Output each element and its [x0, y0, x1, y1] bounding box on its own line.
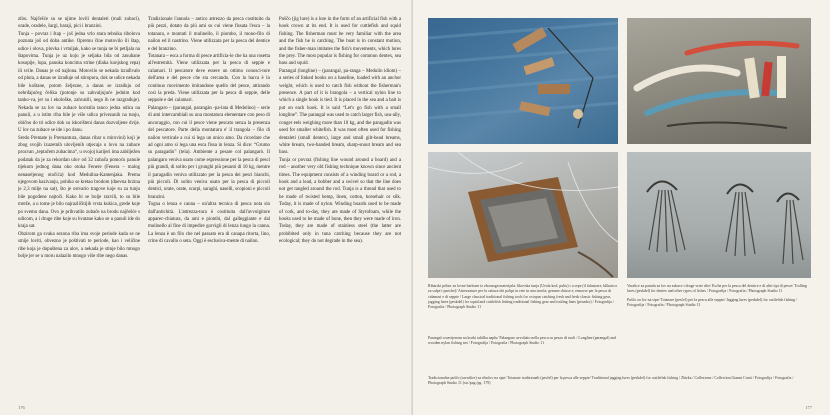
paragraph: Puščo (jig lure) is a lure in the form of an artificial fish with a hook crown at its end. It is used for cuttlefish and squid fishing. The fisherman must be very familiar with the area and the fish he is catching. The boat is in constant motion, and the fisher-man imitates the fish's movements, which lures the prey. The most popular is fishing for common dentex, sea bass and squid. [279, 17, 401, 67]
page-number-left: 176 [18, 405, 25, 410]
text-column-italian [148, 16, 270, 398]
page-number-right: 177 [805, 405, 812, 410]
paragraph: Tunja or povraz (fishing line wound around a board) and a rod – another very old fishing technique known since ancient times. The equipment consists of a winding board or a rod, a hook and a lead, a bobber and a swivel so that the line does not get tangled around the rod. Tunja is a thread that used to be made of twisted hemp, linen, cotton, horsehair or silk. Today, it is made of nylon. Winding boards used to be made of cork, and to-day, they are made of Styrofoam, while the hooks used to be made of bone, then they were made of iron. Today, they are made of stainless steel (the latter are prohibited only in tuna catching because they are not ecological; they do not degrade in the sea). [279, 157, 401, 245]
caption-text: Parangal u navijenom na kozki tabilka naplu/ Palangaro avvoltato nella pesca su pezzo di ruoli / Longline (parangal) and wooden nylon fishing net / Fotografija / Fotografia / Photograph Studio 11 [428, 336, 616, 346]
photo-longline-tray [428, 152, 618, 278]
photo-longline-tray-graphic [428, 152, 618, 278]
paragraph: Tradizionale l'annola – antico attrezzo da pesca costituito da più pezzi, dotato da più ami su cui viene fissata l'esca – la totanara, e montati il mulinello, il piombo, il mono-filo di nailon ed il nastrino. Viene utilizzata per la pesca del dentice e del branzino. [148, 17, 270, 52]
photo-trolling-lures [627, 18, 811, 144]
paragraph: Parangal (longline) – (parangal, pa-ranga – Medulin idiom) – a series of linked hooks on a baseline, loaded with an anchor weight, which is used to catch fish without the fisherman's presence. A part of it is brangola – a vertical nylon line to which a single hook is tied. It is placed in the sea and a bait is put on each hook. It is said “Let's go fish with a small longline”. The parangal was used to catch larger fish, usu-ally, conger eels weighing more than 10 kg, and the paragadin was used for smaller whitefish. It was most often used for fishing dentaleti (small dentex), large and small gilt-head breams, white bream, two-banded bream, sharp-snout bream and sea bass. [279, 68, 401, 156]
paragraph: Totanara – esca a forma di pesce artificia-le che ha una rosetta all'estremità. Viene utilizzata per la pesca di seppie e calamari. Il pescatore deve essere un ottimo conosci-tore dell'area e del pesce che sta cercando. Con la barca è in continuo movimento imitandone quello del pesce, attirando così la preda. Viene utilizzata per la pesca di seppie, delle seppole e dei calamari. [148, 54, 270, 104]
caption-photo-4 [428, 376, 812, 387]
paragraph: Sredo Premate (s Premantura, danas ribar u mirovini) koji je zbog svojih izuzetnih ulovljenih utjecaja u lovu na zubace prozvan „teptačem zubacima“, u svojoj karijeri ima zabilježen podatak da je za rekordan ulov od 32 zubača pomoću panule tijekom jednog dana oko otoka Fenere (Fenera – malog nenaseljenog otočića) kod Medulina-Kamenjaka. Prema njegovom kazivanju, pohiko se kretao brodom (dnevna brzina je 2,3 milje na sat), što je ostvario tragove koje su za tunju bile pogođene najtoči. Kako bi se bolje razvili, to su bile mreže, a u tome je bilo najrazličitijih vrsta kukica, grede koje po svemu dana. Ovo je prihvatilo zubače na brodu najčešće s udicom, a i druge ribe koje su hvatane kako se u panuli ide do kraja sat. [18, 135, 140, 230]
paragraph: Togna o lenza e canna – un'altra tecnica di pesca nota sin dall'antichità. L'attrezza-tura è costituita dall'avvolgitore apparec-chiatura, da ami e piombi, dal galleggiante e dal mulinello al fine di impedire gorvigli di lenza lungo la canna. La lenza è un filo che nel passato era di canapa ritorta, lino, crine di cavallo o seta. Oggi è esclusiva-mente di nailon. [148, 202, 270, 245]
paragraph: Obzirom ga svaka sezona riba ima svoje periode kada se ne smije loviti, obvezno je poštivati te periode, kao i veličine ribe koja je dopuštena za ulov, a nekada je stinje bilo mnogo bolje jer se u moru nalazilo mnogo više ribe nego danas. [18, 231, 140, 259]
caption-text: Tradicionalne puščo (ravnilice) za ribolov na sipe/ Totanare tradizionali (pesčel) per la pesca alle seppie/ Traditional jagging lures (peskdel) for cuttlefish fishing / Zbirka / Collezione / Collection Gianni Conti / Fotografija / Fotografia / Photograph Studio 11 (str./pag./pg. 179) [428, 376, 794, 386]
photo-fishing-boards [428, 18, 618, 144]
photo-jagging-lures-graphic [627, 152, 811, 278]
caption-text: Puščo za lov na sipe/ Totanare (pesčel) per la pesca alle seppie/ Jagging lures (peskdel) for cuttlefish fishing / Fotografija / Fotografia / Photograph Studio 11 [627, 297, 798, 307]
text-column-croatian [18, 16, 140, 398]
photo-fishing-boards-graphic [428, 18, 618, 144]
text-column-english [279, 16, 401, 398]
caption-photo-2 [627, 284, 811, 308]
paragraph: Tunja – povraz i štap – još jedna vrlo stara tehnika ribolova poznata još od doba antike. Opremu čine motovilo ili štap, udice i olova, plovka i vrtuljak, kako se tunja ne bi petljala na štapovima. Tunja je uz koju je seljaka bila od zasubane kosopije, lupa, panuka koncima strine (dlaka konjskog repa) ili svile. Danas je od najlona. Motovilo se nekada izrađivalo od pluta, a danas se izrađuje od stiropora, dok se udice nekada bile koštane, potom željezne, a danas se izrađuju od nehrđajućeg čelika (potonje su zahvaljujuće jednim kod tanko-va, jer su i ekološke, zahvatili, nego ih ne razgrađuje). Nekada se za lov na zubace koristila tanco jedna udica na panuli, a u istim riba bile je više udica privezanih na tunju, obično do tri udice dok su iskorišteni danas dozvoljene dvije. U lov na zubace se ide i po danu. [18, 31, 140, 134]
paragraph: zibu. Najčešće su se njime lovili dentaleti (mali zubaci), orade, oradele, šargi, baraji, pici i branzini. [18, 17, 140, 30]
photo-trolling-lures-graphic [627, 18, 811, 144]
left-page [0, 0, 413, 415]
caption-text: Varalice za panulu za lov na zubace i druge vrste ribe/ Esche per la pesca del dentice e di altri tipi di pesce/ Trolling lures (peskdel) for dentex and other types of fishes / Fotografija / Fotografia / Photograph Studio 11 [627, 284, 807, 294]
caption-text: Ribarski pribor za lovne barbone iz zbornoga materijala: likovska tunja (Uvala kod, pultu) i u sepe (il falastrare, klikarica za salpe i pariche)/ Attrezzature per la cattura dei polipi in rete in una tavola; gemme chiuse e, remorse per la pesca di calamari e di seppie / Large classical traditional fishing tools for octopus catching fresh and fresh classic fishing gear, jagging lures (peskdel) for squid and cuttlefish fishing traditional fishing gear and trailing lines (pesador) / Fotografija / Fotografia / Photograph Studio 11 [428, 284, 617, 310]
paragraph: Palangaro – (parangal, parangàn -pa-lata di Medolino) – serie di ami intercambiali su una montatura elementare con peso di ancoraggio, con cui il pesce viene pescato senza la presenza del pescatore. Parte della montatura e' il trangola – filo di nailon verticale a cui si lega un unico amo. Da ricordare che ad ogni amo si lega una esca fissa in lenza. Si dice: “Grumo su paragadin” (tela). Ambiente a pesare col palangarò. Il palangaro veniva usato come espressione per la pesca di pesci più grandi, di solito per i grunghi più pesanti di 10 kg, mentre il paragadin veniva utilizzato per la pesca dei pesci bianchi, più piccoli. Di solito veniva usato per la pesca di piccoli dentici, orate, orate, scarpi, saraghi, naselli, scopioni e piccoli branzini. [148, 105, 270, 200]
caption-photo-1 [428, 284, 618, 310]
photo-jagging-lures [627, 152, 811, 278]
caption-photo-3 [428, 336, 618, 347]
